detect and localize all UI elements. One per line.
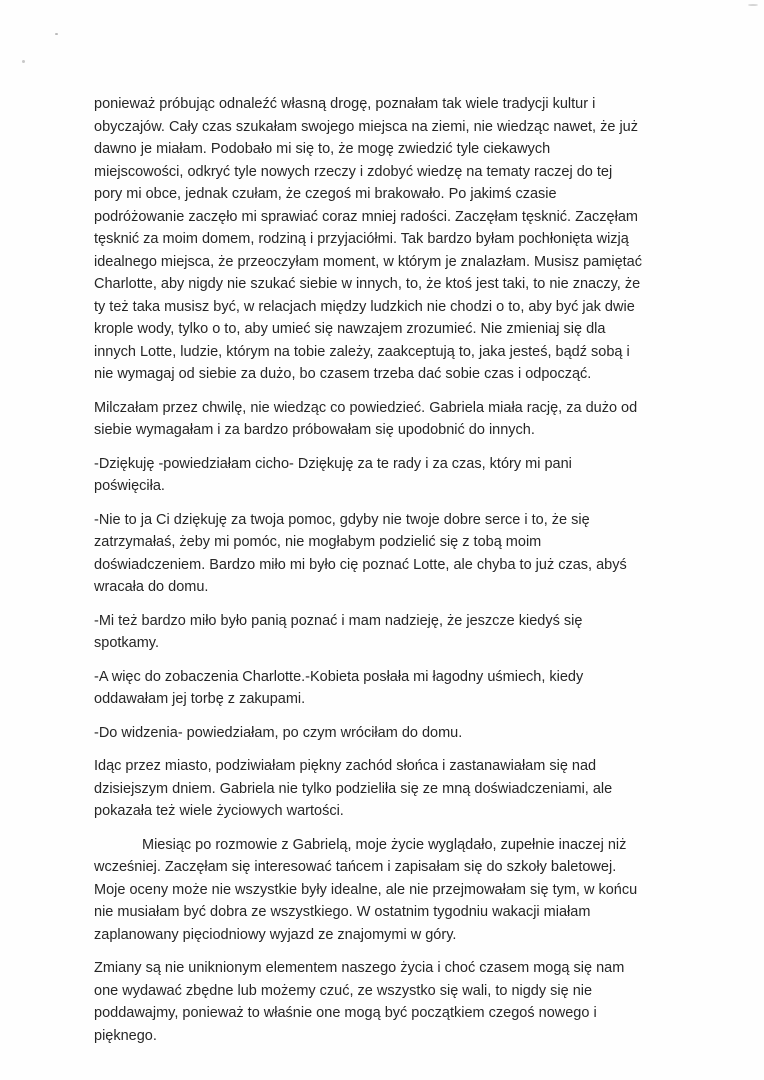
paragraph-2 <box>94 397 694 442</box>
text-line: idealnego miejsca, że przeoczyłam moment, w którym je znalazłam. Musisz pamiętać <box>94 253 642 270</box>
text-line: Miesiąc po rozmowie z Gabrielą, moje życie wyglądało, zupełnie inaczej niż <box>142 836 627 853</box>
scan-speck <box>22 60 25 63</box>
text-line: pokazała też wiele życiowych wartości. <box>94 803 344 819</box>
text-line: tęsknić za moim domem, rodziną i przyjaciółmi. Tak bardzo byłam pochłonięta wizją <box>94 231 629 247</box>
text-line: siebie wymagałam i za bardzo próbowałam się upodobnić do innych. <box>94 422 535 438</box>
text-line: pięknego. <box>94 1027 157 1044</box>
paragraph-10 <box>94 957 694 1047</box>
text-line: -Mi też bardzo miło było panią poznać i mam nadzieję, że jeszcze kiedyś się <box>94 612 583 629</box>
paragraph-7 <box>94 722 694 745</box>
paragraph-9 <box>94 834 694 947</box>
paragraph-1 <box>94 93 694 386</box>
text-line: obyczajów. Cały czas szukałam swojego miejsca na ziemi, nie wiedząc nawet, że już <box>94 118 638 135</box>
scan-speck <box>55 33 58 35</box>
text-line: pory mi obce, jednak czułam, że czegoś mi brakowało. Po jakimś czasie <box>94 186 557 202</box>
text-line: -Dziękuję -powiedziałam cicho- Dziękuję za te rady i za czas, który mi pani <box>94 455 572 472</box>
text-line: -A więc do zobaczenia Charlotte.-Kobieta posłała mi łagodny uśmiech, kiedy <box>94 668 584 685</box>
text-line: dzisiejszym dniem. Gabriela nie tylko podzieliła się ze mną doświadczeniami, ale <box>94 780 613 797</box>
text-line: -Do widzenia- powiedziałam, po czym wróciłam do domu. <box>94 724 463 741</box>
text-line: -Nie to ja Ci dziękuję za twoja pomoc, gdyby nie twoje dobre serce i to, że się <box>94 511 590 528</box>
text-line: doświadczeniem. Bardzo miło mi było cię poznać Lotte, ale chyba to już czas, abyś <box>94 556 627 573</box>
text-line: wracała do domu. <box>94 579 209 595</box>
text-line: one wydawać zbędne lub możemy czuć, ze wszystko się wali, to nigdy się nie <box>94 982 593 999</box>
text-line: Moje oceny może nie wszystkie były idealne, ale nie przejmowałam się tym, w końcu <box>94 881 638 898</box>
text-line: poddawajmy, ponieważ to właśnie one mogą być początkiem czegoś nowego i <box>94 1005 597 1021</box>
text-line: miejscowości, odkryć tyle nowych rzeczy i zdobyć wiedzę na tematy raczej do tej <box>94 163 613 180</box>
text-line: dawno je miałam. Podobało mi się to, że mogę zwiedzić tyle ciekawych <box>94 141 551 157</box>
paragraph-5 <box>94 610 694 655</box>
text-line: Charlotte, aby nigdy nie szukać siebie w innych, to, że ktoś jest taki, to nie znaczy, że <box>94 276 641 292</box>
text-line: Milczałam przez chwilę, nie wiedząc co powiedzieć. Gabriela miała rację, za dużo od <box>94 399 638 416</box>
text-line: krople wody, tylko o to, aby umieć się nawzajem zrozumieć. Nie zmieniaj się dla <box>94 321 606 337</box>
text-line: ty też taka musisz być, w relacjach między ludzkich nie chodzi o to, aby być jak dwie <box>94 298 635 315</box>
text-line: innych Lotte, ludzie, którym na tobie zależy, zaakceptują to, jaka jesteś, bądź sobą i <box>94 343 630 360</box>
text-line: podróżowanie zaczęło mi sprawiać coraz mniej radości. Zaczęłam tęsknić. Zaczęłam <box>94 208 638 225</box>
text-line: spotkamy. <box>94 635 160 651</box>
text-line: nie musiałam być dobra ze wszystkiego. W ostatnim tygodniu wakacji miałam <box>94 904 591 920</box>
scan-speck <box>748 4 758 6</box>
text-line: zaplanowany pięciodniowy wyjazd ze znajomymi w góry. <box>94 926 457 943</box>
text-line: poświęciła. <box>94 478 165 494</box>
text-line: nie wymagaj od siebie za dużo, bo czasem trzeba dać sobie czas i odpocząć. <box>94 366 592 382</box>
paragraph-6 <box>94 666 694 711</box>
text-line: Idąc przez miasto, podziwiałam piękny zachód słońca i zastanawiałam się nad <box>94 758 597 774</box>
paragraph-3 <box>94 453 694 498</box>
text-line: Zmiany są nie uniknionym elementem naszego życia i choć czasem mogą się nam <box>94 960 625 976</box>
document-body <box>94 93 694 1058</box>
text-line: zatrzymałaś, żeby mi pomóc, nie mogłabym podzielić się z tobą moim <box>94 534 542 550</box>
text-line: wcześniej. Zaczęłam się interesować tańcem i zapisałam się do szkoły baletowej. <box>94 859 617 875</box>
paragraph-8 <box>94 755 694 823</box>
text-line: oddawałam jej torbę z zakupami. <box>94 691 306 707</box>
paragraph-4 <box>94 509 694 599</box>
text-line: ponieważ próbując odnaleźć własną drogę, poznałam tak wiele tradycji kultur i <box>94 96 596 112</box>
